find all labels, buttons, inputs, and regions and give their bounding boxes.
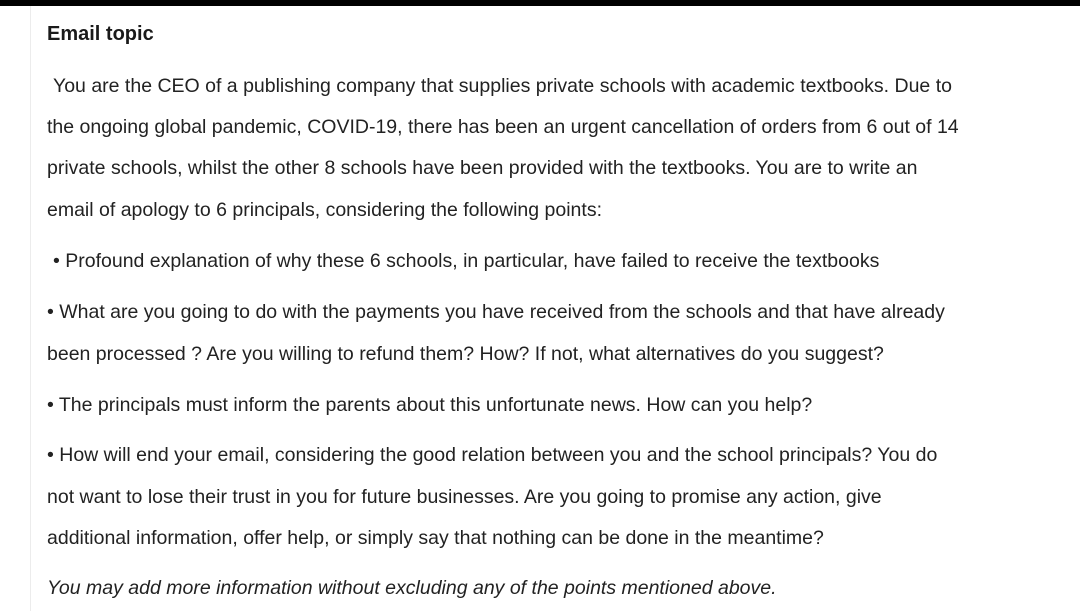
bullet-payments-line-2: been processed ? Are you willing to refund them? How? If not, what alternatives do you suggest? bbox=[47, 343, 884, 365]
closing-note: You may add more information without excluding any of the points mentioned above. bbox=[47, 577, 777, 599]
intro-line-2: the ongoing global pandemic, COVID-19, there has been an urgent cancellation of orders from 6 out of 14 bbox=[47, 116, 959, 138]
bullet-explanation: • Profound explanation of why these 6 schools, in particular, have failed to receive the textbooks bbox=[53, 250, 880, 272]
right-margin bbox=[1033, 6, 1080, 611]
bullet-parents: • The principals must inform the parents about this unfortunate news. How can you help? bbox=[47, 394, 813, 416]
intro-line-1: You are the CEO of a publishing company that supplies private schools with academic textbooks. Due to bbox=[53, 75, 952, 97]
email-topic-heading: Email topic bbox=[47, 23, 154, 45]
bullet-ending-line-1: • How will end your email, considering the good relation between you and the school principals? You do bbox=[47, 444, 938, 466]
intro-line-4: email of apology to 6 principals, considering the following points: bbox=[47, 199, 602, 221]
bullet-payments-line-1: • What are you going to do with the payments you have received from the schools and that have already bbox=[47, 301, 945, 323]
bullet-ending-line-3: additional information, offer help, or simply say that nothing can be done in the meantime? bbox=[47, 527, 824, 549]
intro-line-3: private schools, whilst the other 8 schools have been provided with the textbooks. You are to write an bbox=[47, 157, 918, 179]
bullet-ending-line-2: not want to lose their trust in you for future businesses. Are you going to promise any action, give bbox=[47, 486, 882, 508]
